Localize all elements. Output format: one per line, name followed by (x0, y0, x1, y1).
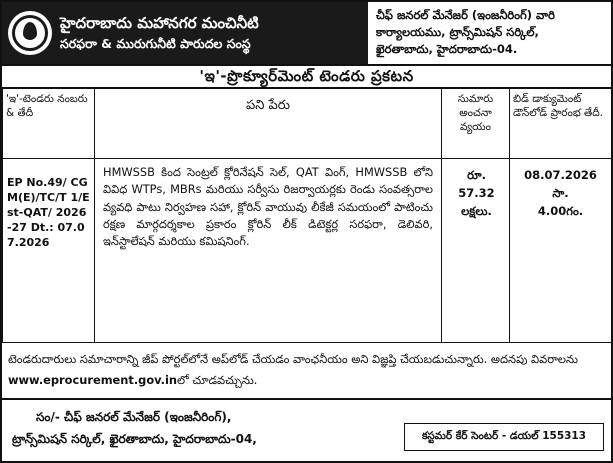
address-line: చీఫ్ జనరల్ మేనేజర్ (ఇంజనీరింగ్) వారి (376, 8, 555, 22)
notice-footer (2, 400, 611, 461)
estimated-cost-cell (442, 159, 510, 343)
amount-currency: రూ. (467, 168, 486, 182)
work-name-cell: HMWSSB కింద సెంట్రల్ క్లోరినేషన్ సెల్, QAT వింగ్, HMWSSB లోని వివిధ WTPs, MBRs మరియు సర్వీసు రిజర్వాయర్లకు రెండు సంవత్సరాల వ్యవధి పాటు నిర్వహణ సహా, క్లోరిన్ వాయువు లీకేజీ సమయంలో పాటించు రక్షణ మార్గదర్శకాల ప్రకారం క్లోరిన్ లీక్ డిటెక్టర్ల సరఫరా, డెలివరి, ఇన్‌స్టాలేషన్ మరియు కమిషనింగ్. (95, 159, 442, 343)
notice-header (2, 2, 611, 64)
org-name-line2: సరఫరా & మురుగునీటి పారుదల సంస్థ (60, 36, 251, 51)
signature-line2: ట్రాన్స్‌మిషన్ సర్కిల్, ఖైరతాబాదు, హైదరాబాదు-04, (12, 432, 257, 446)
notice-text-end: లో చూడవచ్చును. (176, 373, 258, 387)
tender-table (2, 88, 612, 343)
notice-text: టెండరుదారులు సమాచారాన్ని జీప్ పోర్టల్‌లోనే అప్‌లోడ్ చేయడం వాంఛనీయం అని విజ్ఞప్తి చేయబడుచున్నారు. అదనపు వివరాలను (8, 352, 578, 366)
column-header-estimated-cost: సుమారు అంచనా వ్యయం (442, 89, 510, 159)
download-date: 08.07.2026 (524, 168, 597, 182)
column-header-download-date: బిడ్ డాక్యుమెంట్ డౌన్‌లోడ్ ప్రారంభ తేదీ. (510, 89, 612, 159)
notice-instructions (2, 343, 611, 400)
signature-block (12, 406, 257, 450)
download-date-cell (510, 159, 612, 343)
office-address (368, 2, 611, 64)
eprocurement-link[interactable]: www.eprocurement.gov.in (8, 373, 177, 387)
amount-value: 57.32 (458, 186, 495, 200)
download-time-period: సా. (552, 186, 569, 200)
organization-name (60, 12, 259, 54)
column-header-work-name: పని పేరు (95, 89, 442, 159)
address-line: కార్యాలయము, ట్రాన్స్‌మిషన్ సర్కిల్, (376, 25, 539, 39)
water-board-logo-icon (8, 11, 52, 55)
notice-title: 'ఇ'-ప్రొక్యూర్‌మెంట్ టెండరు ప్రకటన (2, 64, 611, 88)
table-row (3, 159, 612, 343)
organization-banner (2, 2, 368, 64)
org-name-line1: హైదరాబాదు మహానగర మంచినీటి (60, 14, 259, 32)
customer-care-box: కస్టమర్ కేర్ సెంటర్ - డయల్ 155313 (404, 423, 604, 451)
signature-line1: సం/- చీఫ్ జనరల్ మేనేజర్ (ఇంజనీరింగ్), (36, 410, 232, 424)
table-header-row (3, 89, 612, 159)
address-line: ఖైరతాబాదు, హైదరాబాదు-04. (376, 42, 518, 56)
download-time: 4.00గం. (537, 204, 584, 218)
tender-number-cell: EP No.49/ CGM(E)/TC/T 1/Est-QAT/ 2026-27 Dt.: 07.07.2026 (3, 159, 95, 343)
amount-unit: లక్షలు. (461, 204, 492, 218)
column-header-tender-number: 'ఇ'-టెండరు నంబరు & తేదీ (3, 89, 95, 159)
